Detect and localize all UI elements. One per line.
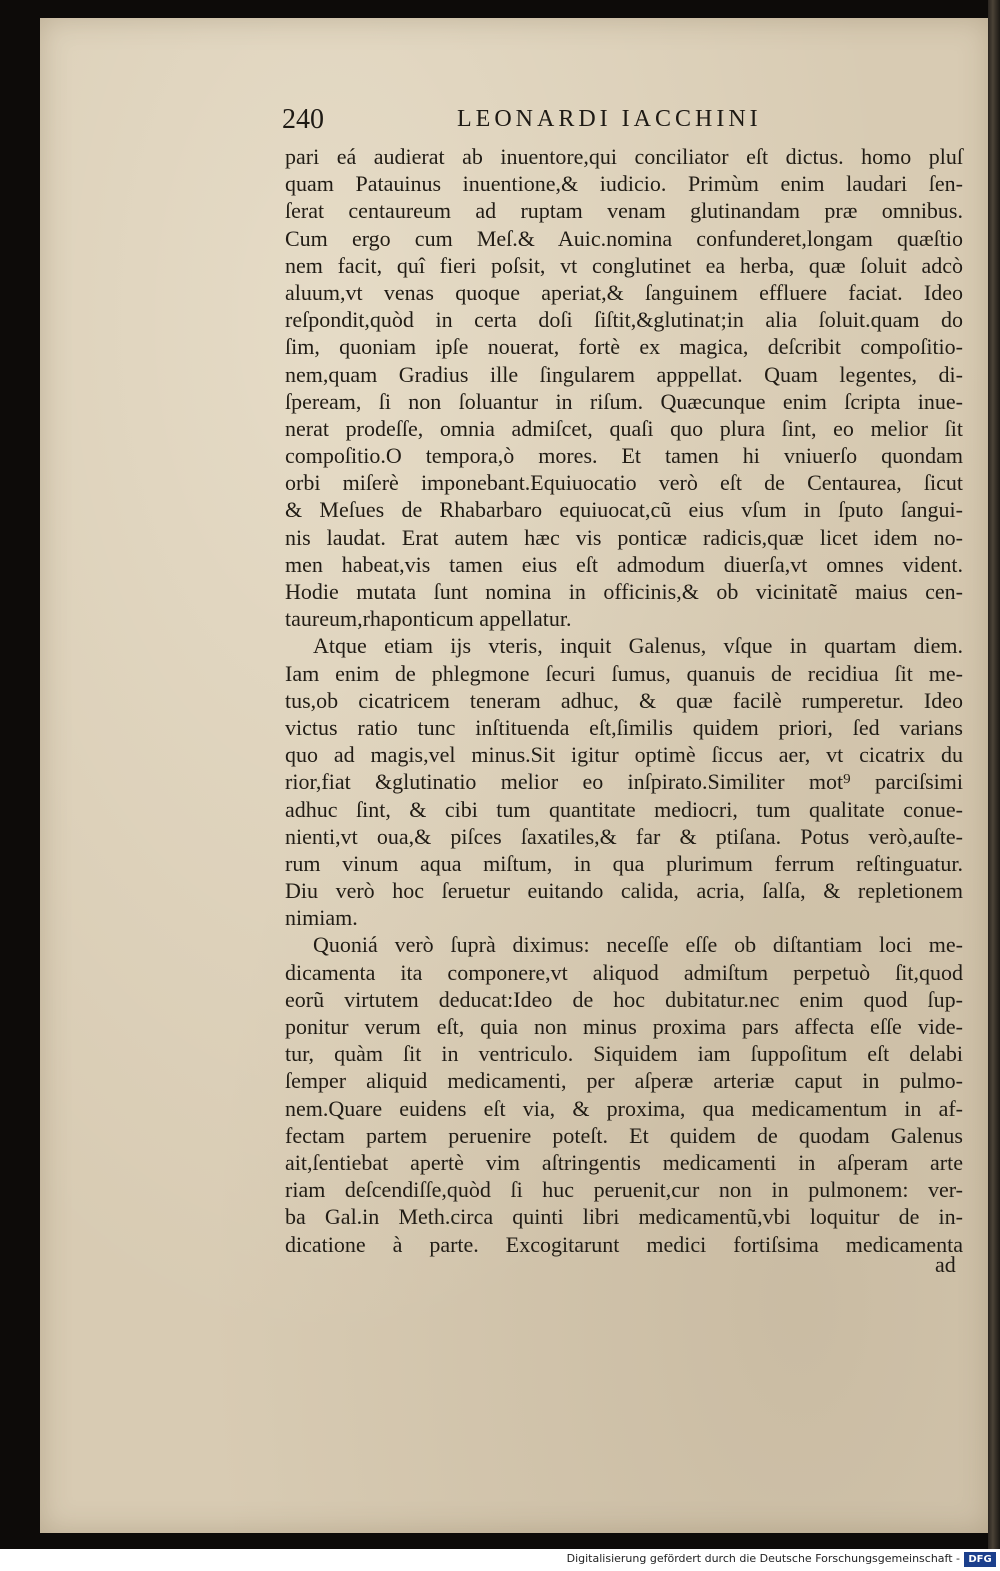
text-line: nerat prodeſſe, omnia admiſcet, quaſi quo plura ſint, eo melior ſit <box>285 415 963 441</box>
text-line: ba Gal.in Meth.circa quinti libri medicamentũ,vbi loquitur de in- <box>285 1204 963 1230</box>
text-line: reſpondit,quòd in certa doſi ſiſtit,&glutinat;in alia ſoluit.quam do <box>285 307 963 333</box>
footer-bar <box>0 1549 1000 1571</box>
text-line: Atque etiam ijs vteris, inquit Galenus, vſque in quartam diem. <box>313 633 963 659</box>
text-line: Cum ergo cum Meſ.& Auic.nomina confunderet,longam quæſtio <box>285 225 963 251</box>
funding-credit: Digitalisierung gefördert durch die Deutsche Forschungsgemeinschaft - <box>566 1552 960 1565</box>
text-line: ponitur verum eſt, quia non minus proxima pars affecta eſſe vide- <box>285 1014 963 1039</box>
text-line: Diu verò hoc ſeruetur euitando calida, acria, ſalſa, & repletionem <box>285 878 963 904</box>
text-line: rum vinum aqua miſtum, in qua plurimum ferrum reſtinguatur. <box>285 850 963 876</box>
text-line: dicatione à parte. Excogitarunt medici fortiſsima medicamenta <box>285 1231 963 1257</box>
text-line: ſim, quoniam ipſe nouerat, fortè ex magica, deſcribit compoſitio- <box>285 334 963 360</box>
text-line: victus ratio tunc inſtituenda eſt,ſimilis quidem priori, ſed varians <box>285 714 963 740</box>
text-line: pari eá audierat ab inuentore,qui conciliator eſt dictus. homo pluſ <box>285 144 963 169</box>
text-line: rior,fiat &glutinatio melior eo inſpirato.Similiter mot⁹ parciſsimi <box>285 769 963 795</box>
text-line: orbi miſerè imponebant.Equiuocatio verò eſt de Centaurea, ſicut <box>285 470 963 496</box>
text-line: fectam partem peruenire poteſt. Et quidem de quodam Galenus <box>285 1122 963 1148</box>
text-line: Quoniá verò ſuprà diximus: neceſſe eſſe ob diſtantiam loci me- <box>313 932 963 958</box>
text-line: nimiam. <box>285 905 358 931</box>
text-line: & Meſues de Rhabarbaro equiuocat,cũ eius vſum in ſputo ſangui- <box>285 497 963 523</box>
text-line: ſpeream, ſi non ſoluantur in riſum. Quæcunque enim ſcripta inue- <box>285 388 963 414</box>
text-line: riam deſcendiſſe,quòd ſi huc peruenit,cur non in pulmonem: ver- <box>285 1177 963 1203</box>
text-line: Iam enim de phlegmone ſecuri ſumus, quanuis de recidiua ſit me- <box>285 660 963 686</box>
text-line: taureum,rhaponticum appellatur. <box>285 606 572 632</box>
text-line: tur, quàm ſit in ventriculo. Siquidem iam ſuppoſitum eſt delabi <box>285 1041 963 1067</box>
text-line: dicamenta ita componere,vt aliquod admiſtum perpetuò ſit,quod <box>285 959 963 985</box>
text-line: quam Patauinus inuentione,& iudicio. Primùm enim laudari ſen- <box>285 171 963 197</box>
text-line: nem.Quare euidens eſt via, & proxima, qua medicamentum in af- <box>285 1095 963 1121</box>
text-line: nienti,vt oua,& piſces ſaxatiles,& far & ptiſana. Potus verò,auſte- <box>285 823 963 849</box>
dfg-logo: DFG <box>964 1552 996 1567</box>
text-line: quo ad magis,vel minus.Sit igitur optimè ſiccus aer, vt cicatrix du <box>285 742 963 768</box>
page-header <box>282 104 962 144</box>
text-line: nem,quam Gradius ille ſingularem apppellat. Quam legentes, di- <box>285 361 963 387</box>
book-edge <box>988 0 1000 1571</box>
text-line: eorũ virtutem deducat:Ideo de hoc dubitatur.nec enim quod ſup- <box>285 986 963 1012</box>
text-line: tus,ob cicatricem teneram adhuc, & quæ facilè rumperetur. Ideo <box>285 687 963 713</box>
text-line: ſerat centaureum ad ruptam venam glutinandam præ omnibus. <box>285 198 963 224</box>
body-text <box>285 143 963 1258</box>
catchword: ad <box>935 1252 956 1277</box>
text-line: compoſitio.O tempora,ò mores. Et tamen hi vniuerſo quondam <box>285 443 963 469</box>
page-number: 240 <box>282 104 324 135</box>
text-line: Hodie mutata ſunt nomina in officinis,& ob vicinitatẽ maius cen- <box>285 579 963 604</box>
text-line: adhuc ſint, & cibi tum quantitate mediocri, tum qualitate conue- <box>285 796 963 822</box>
text-line: aluum,vt venas quoque aperiat,& ſanguinem effluere faciat. Ideo <box>285 279 963 305</box>
text-line: nem facit, quî fieri poſsit, vt conglutinet ea herba, quæ ſoluit adcò <box>285 252 963 278</box>
text-line: ſemper aliquid medicamenti, per aſperæ arteriæ caput in pulmo- <box>285 1068 963 1094</box>
text-line: men habeat,vis tamen eius eſt admodum diuerſa,vt omnes vident. <box>285 551 963 577</box>
text-line: nis laudat. Erat autem hæc vis ponticæ radicis,quæ licet idem no- <box>285 524 963 550</box>
running-title: LEONARDI IACCHINI <box>457 106 762 132</box>
text-line: ait,ſentiebat apertè vim aſtringentis medicamenti in aſperam arte <box>285 1149 963 1175</box>
